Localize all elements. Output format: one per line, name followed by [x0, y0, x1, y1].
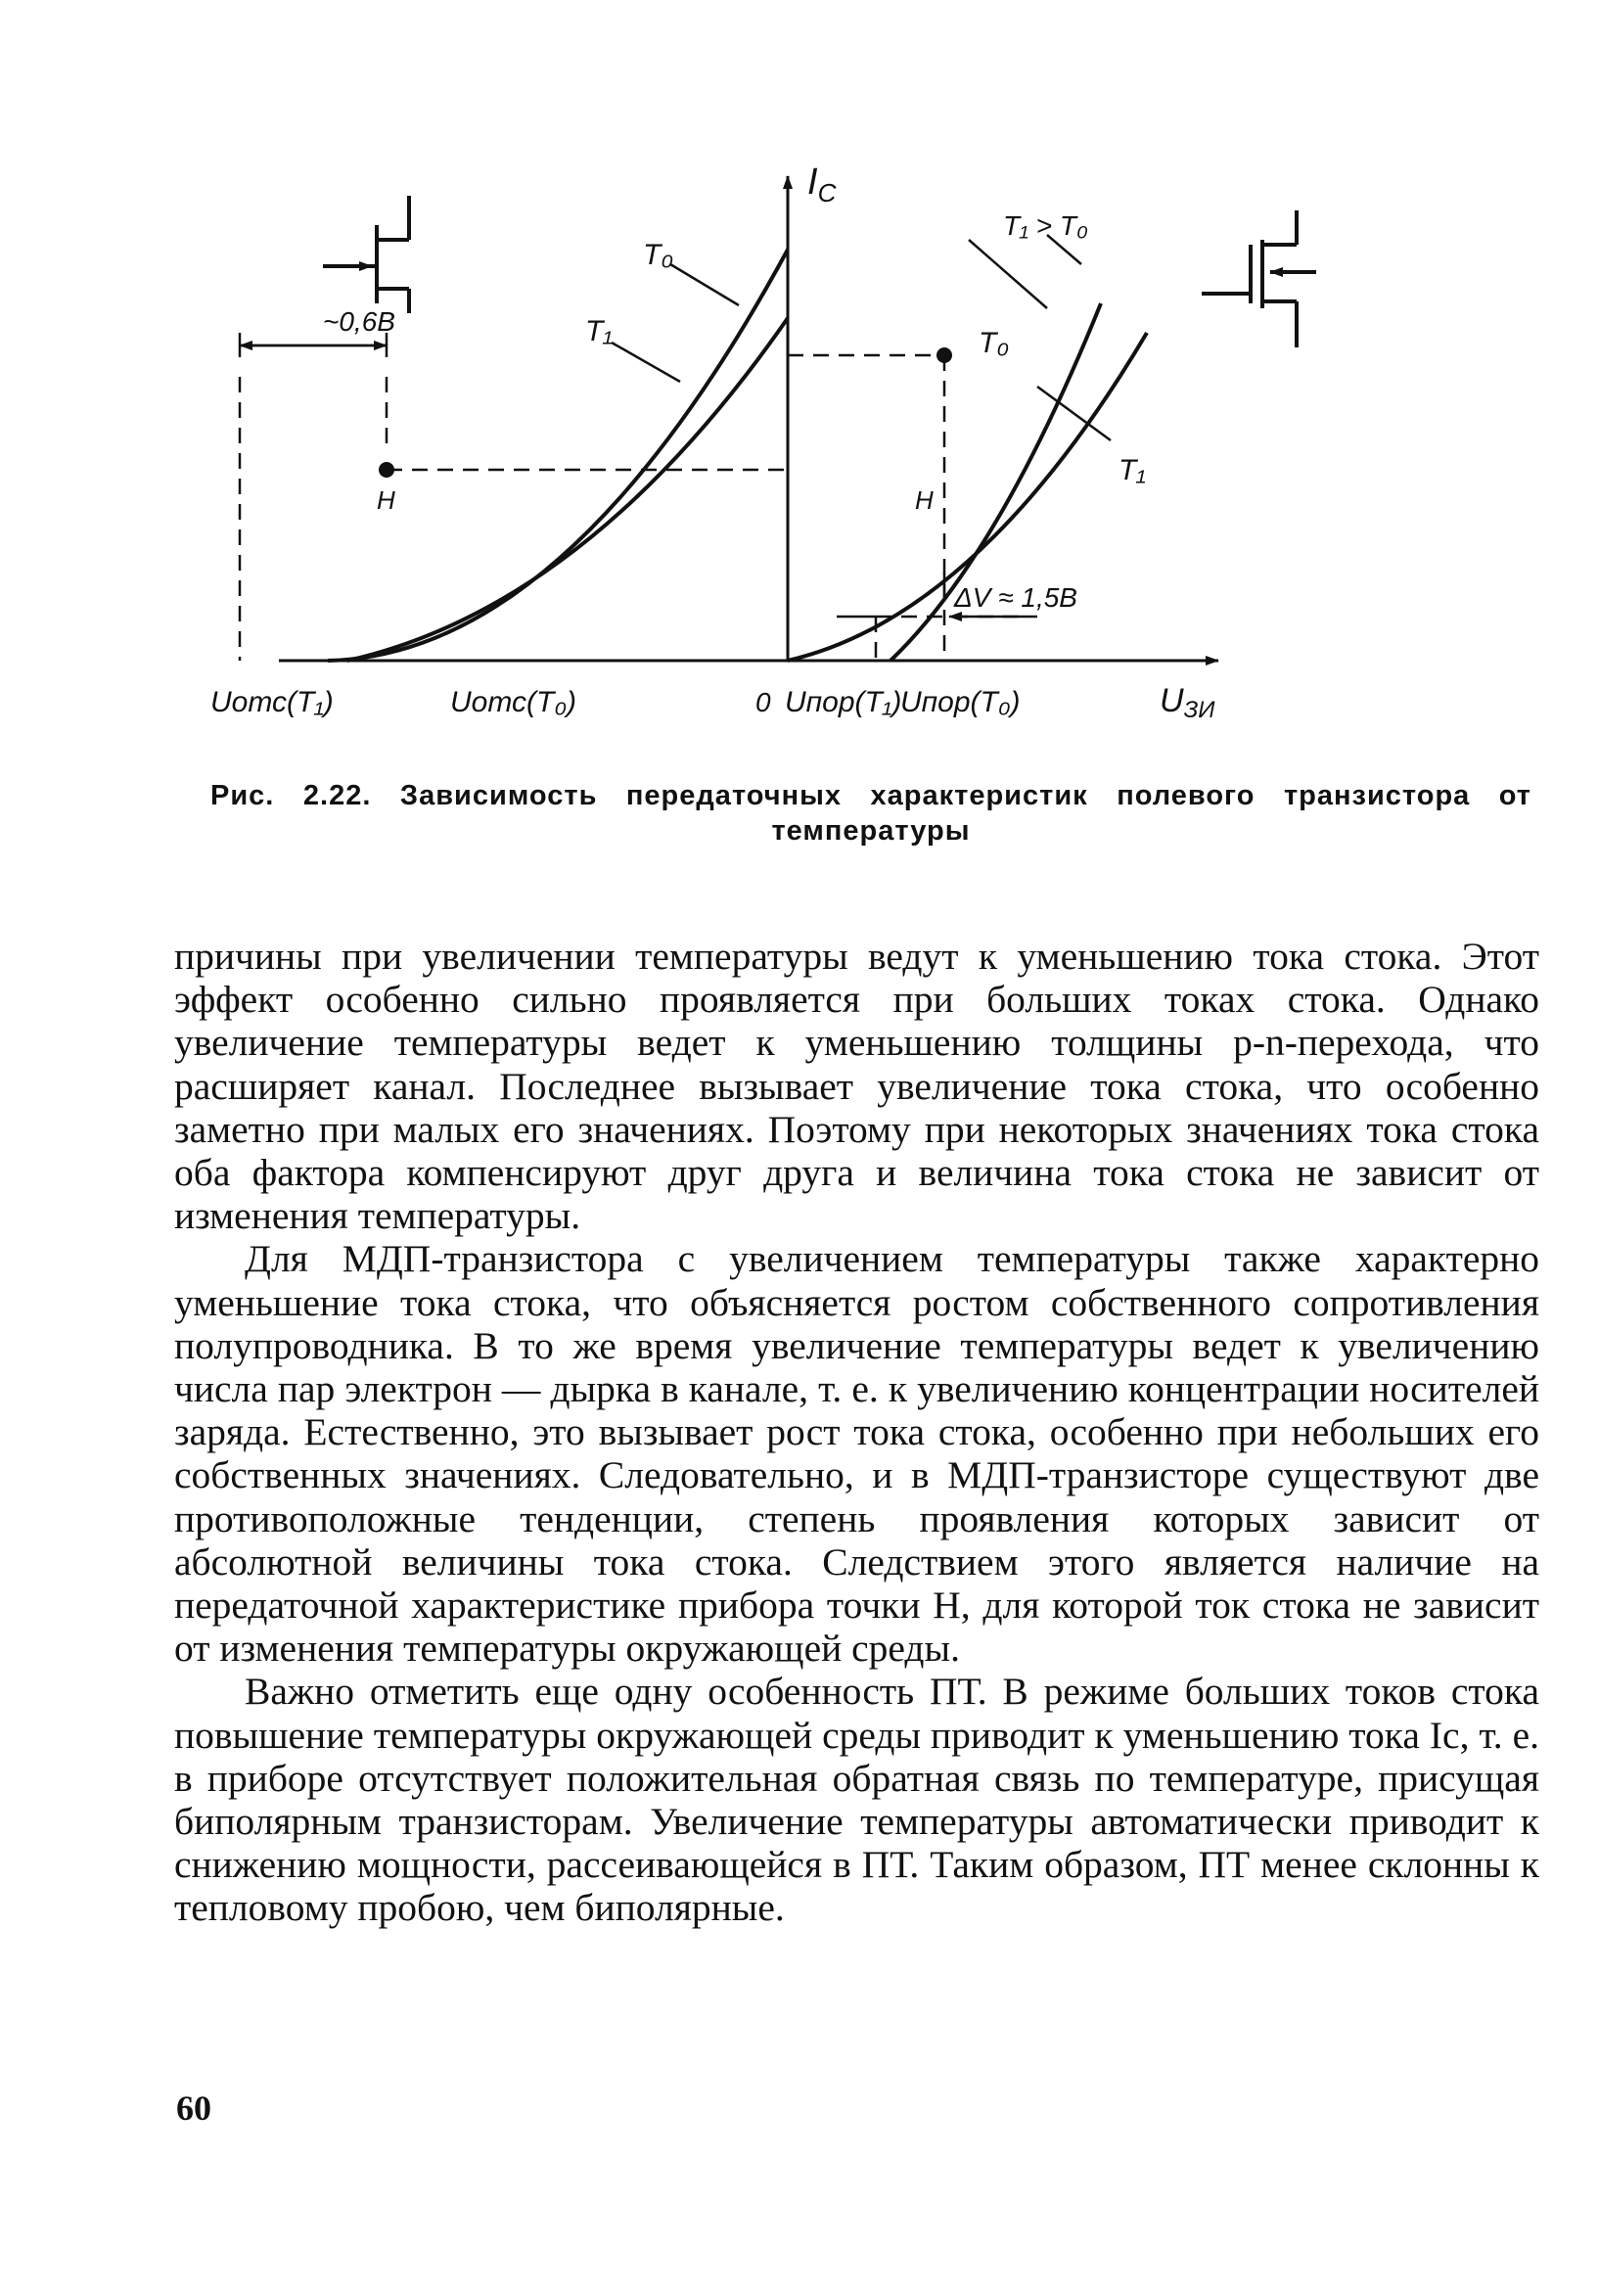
mosfet-symbol-icon [1202, 210, 1316, 347]
figure-caption [210, 778, 1531, 849]
axis-y-label: $I_С$ [807, 161, 837, 207]
label-h-right: H [915, 485, 934, 515]
label-uotc-t1: Uотс(T₁) [210, 686, 334, 718]
jfet-curves [328, 250, 788, 661]
paragraph-1: причины при увеличении температуры ведут к уменьшению тока стока. Этот эффект особенно сильно проявляется при больших токах стока. Однако увеличение температуры ведет к уменьшению толщины p-n-перехода, что расширяет канал. Последнее вызывает увеличение тока стока, что особенно заметно при малых его значениях. Поэтому при некоторых значениях тока стока оба фактора компенсируют друг друга и величина тока стока не зависит от изменения температуры. [174, 935, 1539, 1238]
jfet-symbol-icon [323, 196, 409, 313]
figure-canvas [210, 147, 1419, 744]
label-t1-gt-t0: T₁ > T₀ [1003, 210, 1088, 241]
paragraph-2: Для МДП-транзистора с увеличением температуры также характерно уменьшение тока стока, что объясняется ростом собственного сопротивления полупроводника. В то же время увеличение температуры ведет к увеличению числа пар электрон — дырка в канале, т. е. к увеличению концентрации носителей заряда. Естественно, это вызывает рост тока стока, особенно при небольших его собственных значениях. Следовательно, и в МДП-транзисторе существуют две противоположные тенденции, степень проявления которых зависит от абсолютной величины тока стока. Следствием этого является наличие на передаточной характеристике прибора точки H, для которой ток стока не зависит от изменения температуры окружающей среды. [174, 1237, 1539, 1671]
caption-label: Рис. 2.22. [210, 780, 372, 811]
axis-x-label: UЗИ [1160, 682, 1215, 723]
caption-line-2: температуры [771, 815, 971, 847]
label-delta-left: ~0,6В [323, 306, 395, 337]
body-text [174, 935, 1539, 1930]
label-t1-right: T₁ [1119, 454, 1146, 486]
label-upor-t1: Uпор(T₁) [785, 686, 902, 718]
caption-text: Зависимость передаточных характеристик полевого транзистора от [399, 780, 1532, 811]
caption-line-1 [210, 778, 1531, 813]
point-h-right [936, 347, 952, 363]
transfer-characteristics-figure [210, 147, 1419, 744]
point-h-left [379, 462, 394, 478]
curve-t0-left [328, 250, 788, 661]
label-origin: 0 [755, 687, 771, 717]
label-t1-left: T₁ [585, 315, 613, 347]
label-t0-left: T₀ [643, 239, 673, 271]
label-upor-t0: Uпор(T₀) [900, 686, 1021, 718]
dashed-guides [240, 355, 1018, 661]
curve-t1-left [347, 318, 788, 661]
axes [279, 176, 1218, 661]
label-h-left: H [377, 485, 395, 515]
leader-lines [612, 235, 1111, 440]
page-number: 60 [176, 2089, 211, 2128]
label-t0-right: T₀ [979, 327, 1009, 359]
label-delta-right: ΔV ≈ 1,5В [954, 582, 1077, 613]
paragraph-3: Важно отметить еще одну особенность ПТ. В режиме больших токов стока повышение температуры окружающей среды приводит к уменьшению тока Iс, т. е. в приборе отсутствует положительная обратная связь по температуре, присущая биполярным транзисторам. Увеличение температуры автоматически приводит к снижению мощности, рассеивающейся в ПТ. Таким образом, ПТ менее склонны к тепловому пробою, чем биполярные. [174, 1670, 1539, 1930]
label-uotc-t0: Uотс(T₀) [450, 686, 576, 718]
